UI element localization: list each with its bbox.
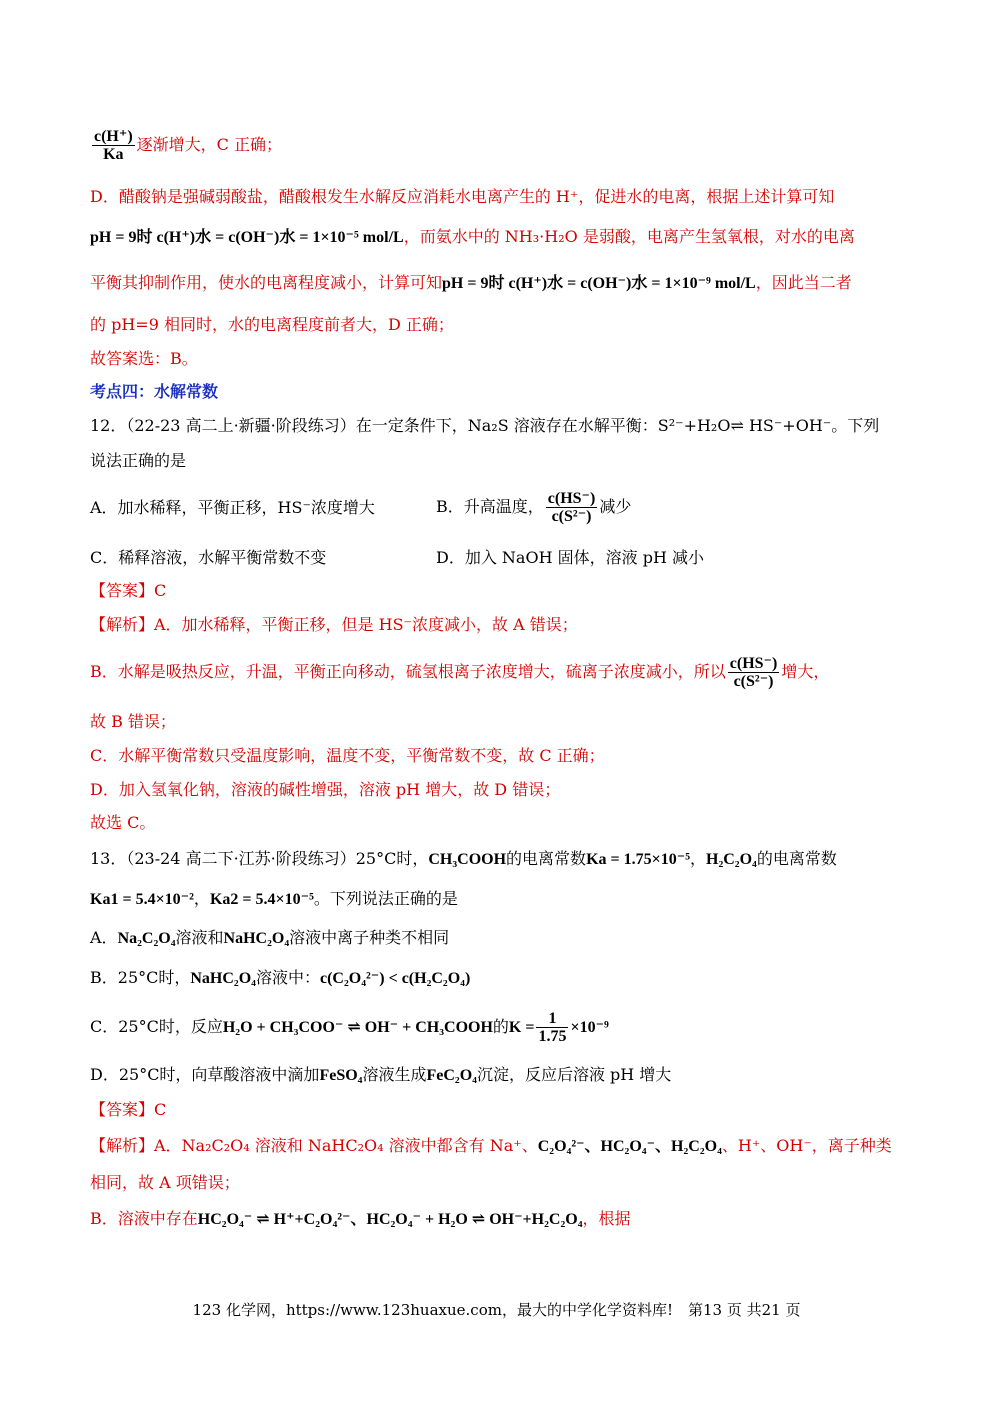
math: K =	[508, 1019, 535, 1036]
page-footer: 123 化学网，https://www.123huaxue.com，最大的中学化学资料库! 第13 页 共21 页	[192, 1301, 801, 1319]
math: Ka2 = 5.4×10⁻⁵	[209, 891, 314, 908]
math: Na₂C₂O₄	[117, 930, 176, 947]
q12-explain-3: 故 B 错误；	[90, 712, 176, 731]
math: Ka = 1.75×10⁻⁵	[586, 851, 690, 868]
text: ，	[193, 889, 210, 908]
text: 沉淀，反应后溶液 pH 增大	[476, 1065, 672, 1084]
math: NaHC₂O₄	[223, 930, 290, 947]
q13-explain-1	[90, 1136, 892, 1157]
line-1	[90, 128, 282, 163]
q12-explain-6: 故选 C。	[90, 813, 156, 832]
text: 减少	[599, 497, 632, 516]
text: B．水解是吸热反应，升温，平衡正向移动，硫氢根离子浓度增大，硫离子浓度减小，所以	[90, 662, 726, 681]
q13-option-a	[90, 928, 449, 949]
q13-stem-2	[90, 889, 458, 910]
text: ，因此当二者	[755, 273, 852, 292]
text: C．25°C时，反应	[90, 1017, 223, 1036]
text: ，根据	[582, 1209, 631, 1228]
math: FeC₂O₄	[426, 1067, 477, 1084]
math: C₂O₄²⁻、HC₂O₄⁻、H₂C₂O₄	[537, 1138, 722, 1155]
fraction: $\frac{c(HS^-)}{\text{c(S²⁻)}}$	[547, 490, 596, 525]
q13-option-b	[90, 968, 470, 989]
q12-stem-2: 说法正确的是	[90, 451, 187, 470]
text: D．25°C时，向草酸溶液中滴加	[90, 1065, 320, 1084]
q12-option-d: D．加入 NaOH 固体，溶液 pH 减小	[436, 548, 704, 567]
text: 的电离常数	[756, 849, 837, 868]
math: H₂C₂O₄	[706, 851, 757, 868]
math: H₂O + CH₃COO⁻ ⇌ OH⁻ + CH₃COOH	[222, 1019, 493, 1036]
q13-explain-2: 相同，故 A 项错误；	[90, 1173, 240, 1192]
q13-option-d	[90, 1065, 671, 1086]
math-expr: pH = 9时 c(H⁺)水 = c(OH⁻)水 = 1×10⁻⁹ mol/L	[442, 275, 756, 292]
text: 平衡其抑制作用，使水的电离程度减小，计算可知	[90, 273, 443, 292]
fraction: $\frac{1}{1.75}$	[538, 1010, 567, 1045]
math: HC₂O₄⁻ ⇌ H⁺+C₂O₄²⁻、HC₂O₄⁻ + H₂O ⇌ OH⁻+H₂C₂O₄	[197, 1211, 583, 1228]
line-3	[90, 227, 855, 248]
line-2: D．醋酸钠是强碱弱酸盐，醋酸根发生水解反应消耗水电离产生的 H⁺，促进水的电离，根据上述计算可知	[90, 187, 835, 206]
text: 逐渐增大，C 正确；	[136, 135, 282, 154]
q12-option-c: C．稀释溶液，水解平衡常数不变	[90, 548, 327, 567]
text: 溶液生成	[362, 1065, 427, 1084]
text: ，	[689, 849, 706, 868]
fraction: $\frac{c(HS^-)}{\text{c(S²⁻)}}$	[729, 655, 778, 690]
q12-stem-1: 12．（22-23 高二上·新疆·阶段练习）在一定条件下，Na₂S 溶液存在水解平衡：S²⁻+H₂O⇌ HS⁻+OH⁻。下列	[90, 416, 880, 435]
section-title: 考点四：水解常数	[90, 382, 219, 401]
text: 溶液中：	[255, 968, 320, 987]
q13-explain-3	[90, 1209, 631, 1230]
text: 溶液中离子种类不相同	[289, 928, 450, 947]
q12-explain-2	[90, 655, 829, 690]
text: A．	[90, 928, 118, 947]
text: 的	[492, 1017, 509, 1036]
q12-option-b	[436, 490, 631, 525]
q13-answer: 【答案】C	[90, 1100, 167, 1119]
fraction-h-over-ka: $\frac{c(H^+)}{Ka}$	[94, 128, 133, 163]
text: 【解析】A．Na₂C₂O₄ 溶液和 NaHC₂O₄ 溶液中都含有 Na⁺、	[90, 1136, 538, 1155]
line-5: 的 pH=9 相同时，水的电离程度前者大，D 正确；	[90, 315, 454, 334]
text: 、H⁺、OH⁻，离子种类	[721, 1136, 892, 1155]
text: 增大，	[781, 662, 830, 681]
text: B．25°C时，	[90, 968, 191, 987]
math: ×10⁻⁹	[570, 1019, 609, 1036]
q12-answer: 【答案】C	[90, 581, 167, 600]
text: 13．（23-24 高二下·江苏·阶段练习）25°C时，	[90, 849, 429, 868]
math: NaHC₂O₄	[190, 970, 256, 987]
q12-explain-4: C．水解平衡常数只受温度影响，温度不变，平衡常数不变，故 C 正确；	[90, 746, 605, 765]
q12-explain-5: D．加入氢氧化钠，溶液的碱性增强，溶液 pH 增大，故 D 错误；	[90, 780, 561, 799]
text: ，而氨水中的 NH₃·H₂O 是弱酸，电离产生氢氧根，对水的电离	[403, 227, 855, 246]
text: B．升高温度，	[436, 497, 544, 516]
q12-option-a: A．加水稀释，平衡正移，HS⁻浓度增大	[90, 498, 375, 517]
math: c(C₂O₄²⁻) < c(H₂C₂O₄)	[319, 970, 471, 987]
text: B．溶液中存在	[90, 1209, 198, 1228]
text: 溶液和	[175, 928, 224, 947]
q12-explain-1: 【解析】A．加水稀释，平衡正移，但是 HS⁻浓度减小，故 A 错误；	[90, 615, 578, 634]
q13-option-c	[90, 1010, 609, 1045]
q13-stem-1	[90, 849, 837, 870]
text: 的电离常数	[506, 849, 587, 868]
math: CH₃COOH	[428, 851, 507, 868]
line-6: 故答案选：B。	[90, 349, 198, 368]
math-expr: pH = 9时 c(H⁺)水 = c(OH⁻)水 = 1×10⁻⁵ mol/L	[90, 229, 404, 246]
line-4	[90, 273, 852, 294]
math: FeSO₄	[319, 1067, 363, 1084]
math: Ka1 = 5.4×10⁻²	[90, 891, 194, 908]
text: 。下列说法正确的是	[313, 889, 458, 908]
